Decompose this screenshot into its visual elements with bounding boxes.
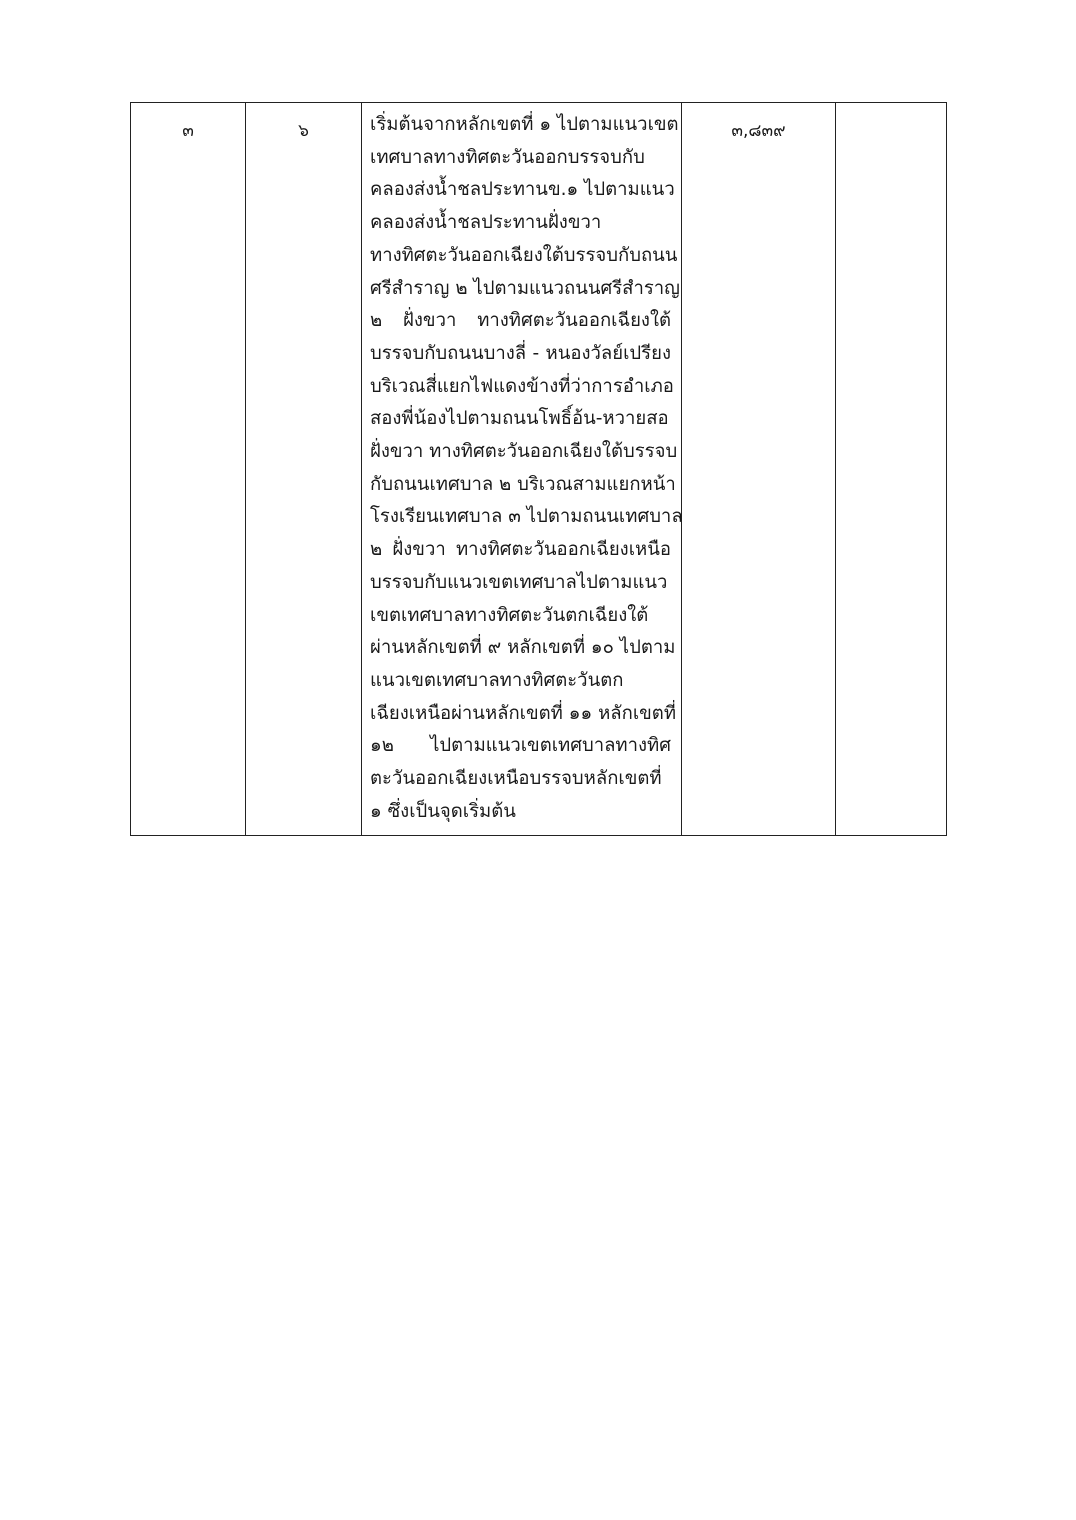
description-line: บรรจบกับแนวเขตเทศบาลไปตามแนว <box>370 571 668 593</box>
sequence-cell: ๓ <box>131 103 246 836</box>
description-line: ผ่านหลักเขตที่ ๙ หลักเขตที่ ๑๐ ไปตาม <box>370 637 676 659</box>
description-line: ศรีสำราญ ๒ ไปตามแนวถนนศรีสำราญ <box>370 277 680 299</box>
description-line: ๒ ฝั่งขวา ทางทิศตะวันออกเฉียงเหนือ <box>370 539 671 561</box>
description-line: ฝั่งขวา ทางทิศตะวันออกเฉียงใต้บรรจบ <box>370 441 678 463</box>
marker-count-cell: ๖ <box>246 103 362 836</box>
boundary-description-cell <box>362 103 682 836</box>
description-line: ตะวันออกเฉียงเหนือบรรจบหลักเขตที่ <box>370 768 662 790</box>
description-line: ๑ ซึ่งเป็นจุดเริ่มต้น <box>370 800 516 822</box>
description-line: ทางทิศตะวันออกเฉียงใต้บรรจบกับถนน <box>370 244 678 266</box>
description-line: เทศบาลทางทิศตะวันออกบรรจบกับ <box>370 146 645 168</box>
description-line: เริ่มต้นจากหลักเขตที่ ๑ ไปตามแนวเขต <box>370 114 679 135</box>
boundary-description-text <box>370 109 683 828</box>
description-line: บริเวณสี่แยกไฟแดงข้างที่ว่าการอำเภอ <box>370 375 674 397</box>
description-line: เฉียงเหนือผ่านหลักเขตที่ ๑๑ หลักเขตที่ <box>370 702 677 724</box>
description-line: ๒ ฝั่งขวา ทางทิศตะวันออกเฉียงใต้ <box>370 310 671 332</box>
description-line: ๑๒ ไปตามแนวเขตเทศบาลทางทิศ <box>370 735 671 757</box>
description-line: กับถนนเทศบาล ๒ บริเวณสามแยกหน้า <box>370 473 676 495</box>
table-row <box>131 103 947 836</box>
remarks-cell <box>836 103 947 836</box>
distance-cell: ๓,๘๓๙ <box>682 103 836 836</box>
description-line: แนวเขตเทศบาลทางทิศตะวันตก <box>370 669 624 691</box>
description-line: โรงเรียนเทศบาล ๓ ไปตามถนนเทศบาล <box>370 506 683 528</box>
description-line: คลองส่งน้ำชลประทานข.๑ ไปตามแนว <box>370 179 675 201</box>
description-line: สองพี่น้องไปตามถนนโพธิ์อ้น-หวายสอ <box>370 408 669 430</box>
description-line: บรรจบกับถนนบางลี่ - หนองวัลย์เปรียง <box>370 342 671 364</box>
description-line: เขตเทศบาลทางทิศตะวันตกเฉียงใต้ <box>370 604 649 626</box>
boundary-table <box>130 102 947 836</box>
description-line: คลองส่งน้ำชลประทานฝั่งขวา <box>370 212 602 234</box>
